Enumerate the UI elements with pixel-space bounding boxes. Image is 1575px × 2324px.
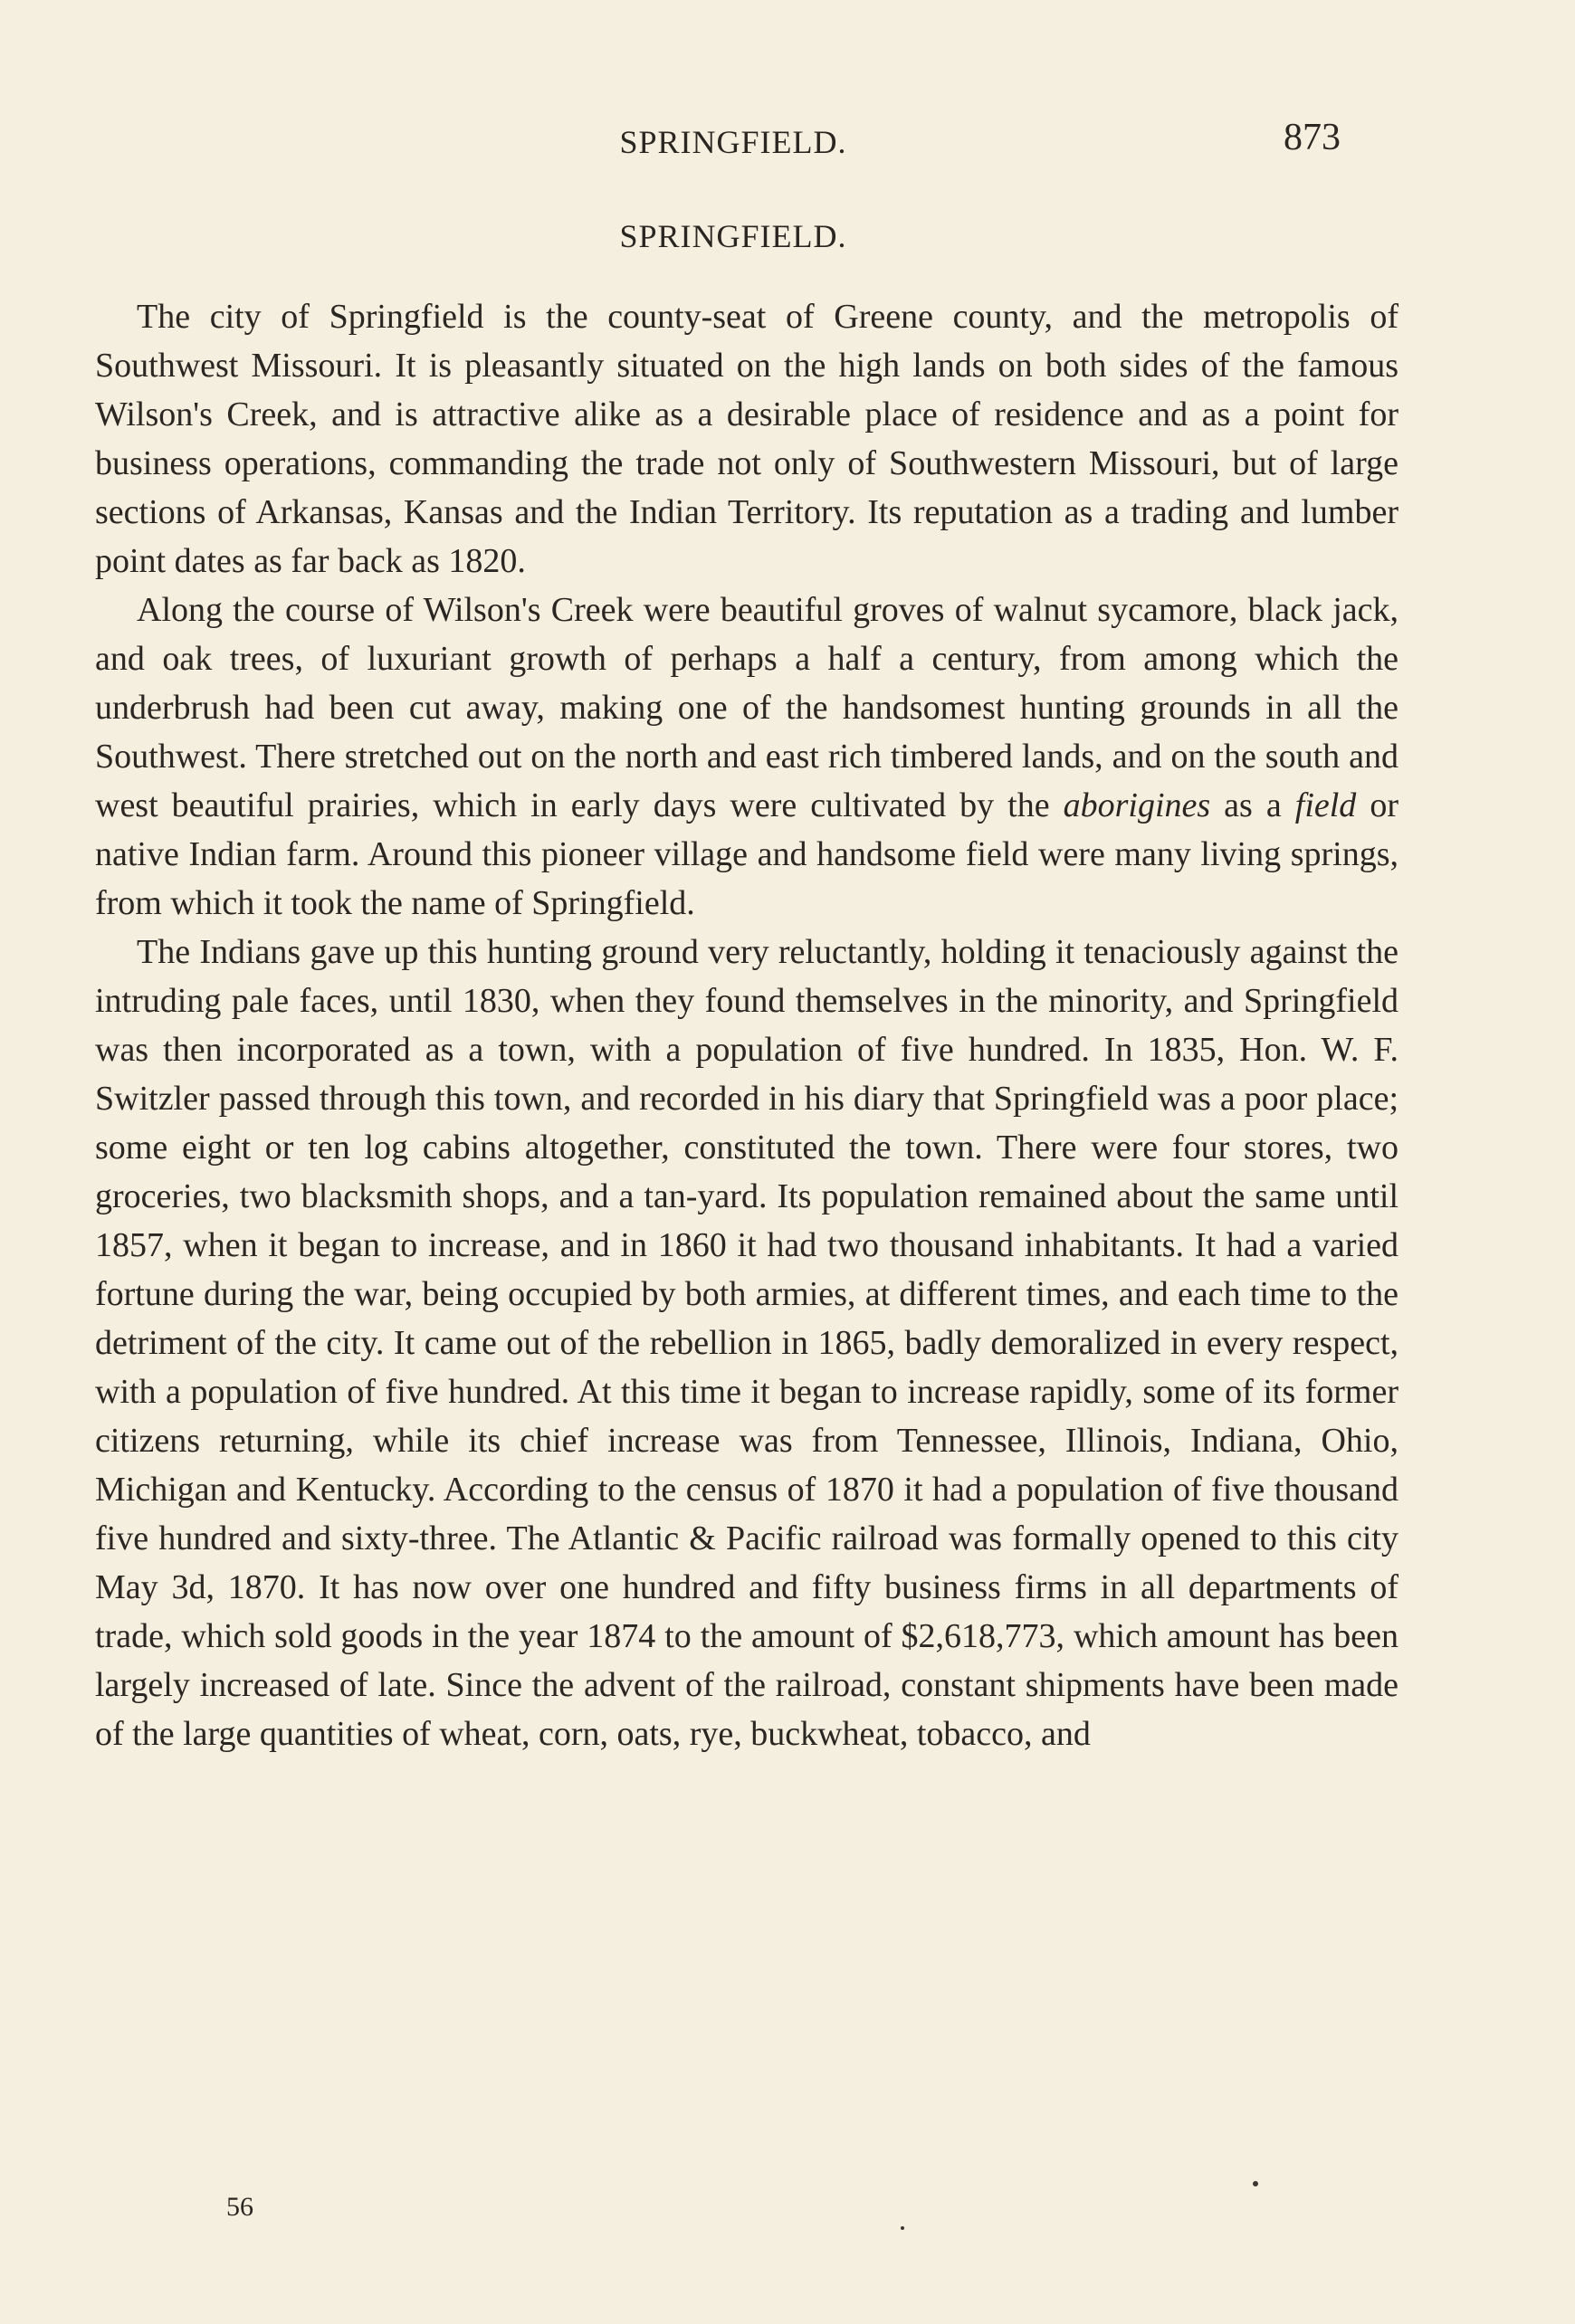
signature-mark: 56 <box>226 2192 253 2222</box>
paragraph-1 <box>95 292 1398 586</box>
paragraph-2-italic-field: field <box>1294 786 1357 824</box>
body-text <box>95 292 1398 1758</box>
ink-speck <box>1253 2181 1258 2186</box>
running-title: SPRINGFIELD. <box>619 124 847 160</box>
page-number: 873 <box>1284 117 1341 158</box>
paragraph-2-text-b: as a <box>1210 786 1295 824</box>
paragraph-2 <box>95 586 1398 928</box>
section-title: SPRINGFIELD. <box>619 218 847 254</box>
running-head <box>0 116 1575 170</box>
paragraph-2-text-c: or native Indian farm. Around this pioneer village and handsome field were many living springs, from which it took the name of Springfield. <box>95 786 1398 922</box>
paragraph-3-text: The Indians gave up this hunting ground very reluctantly, holding it tenaciously against the intruding pale faces, until 1830, when they found themselves in the minority, and Springfield was then incorporated as a town, with a population of five hundred. In 1835, Hon. W. F. Switzler passed through this town, and recorded in his diary that Springfield was a poor place; some eight or ten log cabins altogether, constituted the town. There were four stores, two groceries, two blacksmith shops, and a tan-yard. Its population remained about the same until 1857, when it began to increase, and in 1860 it had two thousand inhabitants. It had a varied fortune during the war, being occupied by both armies, at different times, and each time to the detriment of the city. It came out of the rebellion in 1865, badly demoralized in every respect, with a population of five hundred. At this time it began to increase rapidly, some of its former citizens returning, while its chief increase was from Tennessee, Illinois, Indiana, Ohio, Michigan and Kentucky. According to the census of 1870 it had a population of five thousand five hundred and sixty-three. The Atlantic & Pacific railroad was formally opened to this city May 3d, 1870. It has now over one hundred and fifty business firms in all departments of trade, which sold goods in the year 1874 to the amount of $2,618,773, which amount has been largely increased of late. Since the advent of the railroad, constant shipments have been made of the large quantities of wheat, corn, oats, rye, buckwheat, tobacco, and <box>95 933 1398 1753</box>
paragraph-2-text-a: Along the course of Wilson's Creek were beautiful groves of walnut sycamore, black jack, and oak trees, of luxuriant growth of perhaps a half a century, from among which the underbrush had been cut away, making one of the handsomest hunting grounds in all the Southwest. There stretched out on the north and east rich timbered lands, and on the south and west beautiful prairies, which in early days were cultivated by the <box>95 591 1398 824</box>
paragraph-1-text: The city of Springfield is the county-seat of Greene county, and the metropolis of Southwest Missouri. It is pleasantly situated on the high lands on both sides of the famous Wilson's Creek, and is attractive alike as a desirable place of residence and as a point for business operations, commanding the trade not only of Southwestern Missouri, but of large sections of Arkansas, Kansas and the Indian Territory. Its reputation as a trading and lumber point dates as far back as 1820. <box>95 298 1398 580</box>
ink-speck <box>901 2226 904 2230</box>
paragraph-2-italic-aborigines: aborigines <box>1063 786 1211 824</box>
paragraph-3 <box>95 928 1398 1758</box>
